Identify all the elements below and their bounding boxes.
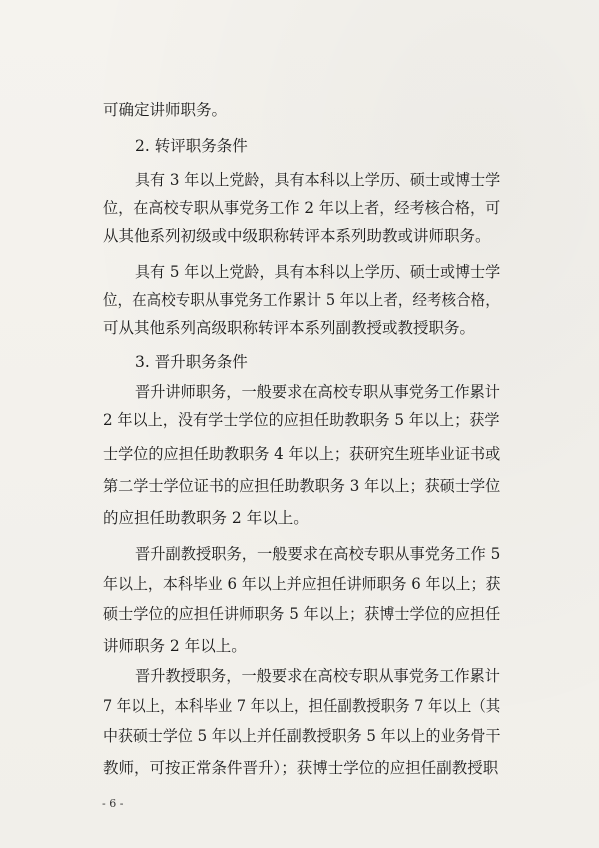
text-line: 位，在高校专职从事党务工作 2 年以上者，经考核合格，可	[103, 199, 501, 217]
text-line: 第二学士学位证书的应担任助教职务 3 年以上；获硕士学位	[103, 477, 501, 495]
page-number: - 6 -	[102, 797, 124, 810]
text-line: 硕士学位的应担任讲师职务 5 年以上；获博士学位的应担任	[103, 605, 501, 623]
text-line: 的应担任助教职务 2 年以上。	[103, 509, 309, 527]
text-line: 7 年以上，本科毕业 7 年以上，担任副教授职务 7 年以上（其	[103, 697, 501, 715]
text-line: 教师，可按正常条件晋升）；获博士学位的应担任副教授职	[103, 759, 499, 777]
text-line: 年以上，本科毕业 6 年以上并应担任讲师职务 6 年以上；获	[103, 575, 501, 593]
text-line: 具有 3 年以上党龄，具有本科以上学历、硕士或博士学	[135, 171, 501, 189]
text-line: 晋升教授职务，一般要求在高校专职从事党务工作累计	[135, 667, 501, 685]
text-line: 士学位的应担任助教职务 4 年以上；获研究生班毕业证书或	[103, 445, 501, 463]
text-line: 晋升讲师职务，一般要求在高校专职从事党务工作累计	[135, 383, 501, 401]
text-line: 可从其他系列高级职称转评本系列副教授或教授职务。	[103, 319, 476, 337]
text-line: 可确定讲师职务。	[103, 101, 228, 119]
text-line: 晋升副教授职务，一般要求在高校专职从事党务工作 5	[135, 545, 501, 563]
text-line: 中获硕士学位 5 年以上并任副教授职务 5 年以上的业务骨干	[103, 727, 501, 745]
text-line: 讲师职务 2 年以上。	[103, 637, 247, 655]
text-line: 具有 5 年以上党龄，具有本科以上学历、硕士或博士学	[135, 263, 501, 281]
section-heading: 2. 转评职务条件	[135, 137, 248, 155]
text-line: 2 年以上，没有学士学位的应担任助教职务 5 年以上；获学	[103, 411, 500, 429]
section-heading: 3. 晋升职务条件	[135, 353, 248, 371]
text-line: 从其他系列初级或中级职称转评本系列助教或讲师职务。	[103, 227, 491, 245]
text-line: 位，在高校专职从事党务工作累计 5 年以上者，经考核合格，	[103, 291, 500, 309]
